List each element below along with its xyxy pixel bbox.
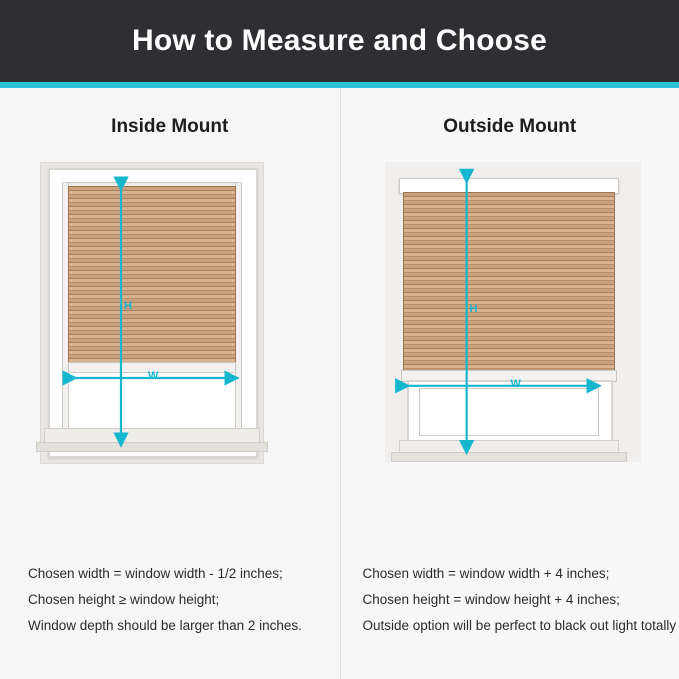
note-line: Window depth should be larger than 2 inches. xyxy=(28,618,302,633)
outside-height-label: H xyxy=(469,303,478,315)
inside-dimension-arrows xyxy=(0,138,340,493)
outside-mount-illustration xyxy=(341,138,679,493)
note-line: Chosen width = window width + 4 inches; xyxy=(362,566,610,581)
content-area xyxy=(0,88,679,679)
outside-mount-notes xyxy=(341,561,679,639)
header-banner xyxy=(0,0,679,82)
inside-width-label: W xyxy=(148,370,159,382)
page-title: How to Measure and Choose xyxy=(131,24,548,57)
inside-mount-illustration xyxy=(0,138,340,493)
outside-mount-title: Outside Mount xyxy=(443,116,577,137)
note-line: Chosen height ≥ window height; xyxy=(28,592,220,607)
inside-mount-notes xyxy=(0,561,340,639)
outside-width-label: W xyxy=(510,378,521,390)
panel-inside-mount xyxy=(0,88,340,679)
note-line: Chosen width = window width - 1/2 inches; xyxy=(28,566,283,581)
note-line: Outside option will be perfect to black out light totally xyxy=(362,618,677,633)
outside-dimension-arrows xyxy=(341,138,679,493)
inside-mount-title: Inside Mount xyxy=(111,116,229,137)
inside-height-label: H xyxy=(124,300,132,312)
panel-outside-mount xyxy=(340,88,679,679)
note-line: Chosen height = window height + 4 inches; xyxy=(362,592,620,607)
